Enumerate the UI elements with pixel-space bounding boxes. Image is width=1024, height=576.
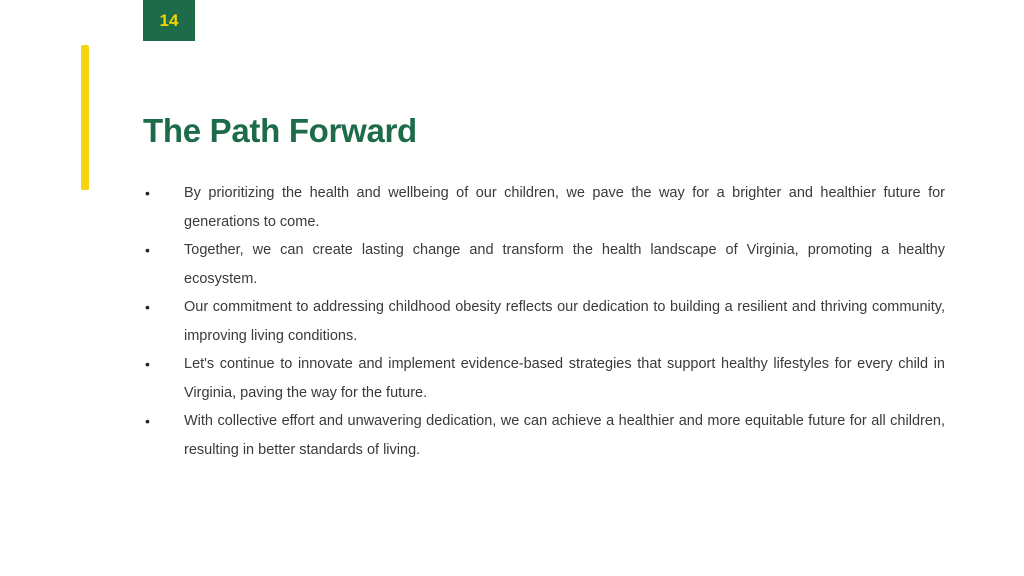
bullet-text: With collective effort and unwavering dedication, we can achieve a healthier and more equitable future for all children, resulting in better standards of living. (184, 413, 945, 458)
bullet-dot: • (145, 356, 150, 372)
bullet-dot: • (145, 185, 150, 201)
page-number-badge (143, 0, 195, 41)
page-number: 14 (159, 10, 179, 30)
bullet-list (143, 179, 945, 464)
bullet-item (143, 236, 945, 293)
accent-bar (81, 45, 89, 190)
bullet-item (143, 407, 945, 464)
bullet-text: Our commitment to addressing childhood obesity reflects our dedication to building a resilient and thriving community, improving living conditions. (184, 299, 945, 344)
slide-title: The Path Forward (143, 112, 417, 149)
bullet-dot: • (145, 413, 150, 429)
bullet-text: Together, we can create lasting change and transform the health landscape of Virginia, promoting a healthy ecosystem. (184, 242, 945, 287)
bullet-item (143, 179, 945, 236)
bullet-text: Let's continue to innovate and implement evidence-based strategies that support healthy lifestyles for every child in Virginia, paving the way for the future. (184, 356, 945, 401)
bullet-item (143, 350, 945, 407)
bullet-dot: • (145, 299, 150, 315)
bullet-text: By prioritizing the health and wellbeing of our children, we pave the way for a brighter and healthier future for generations to come. (184, 185, 945, 230)
bullet-item (143, 293, 945, 350)
bullet-dot: • (145, 242, 150, 258)
